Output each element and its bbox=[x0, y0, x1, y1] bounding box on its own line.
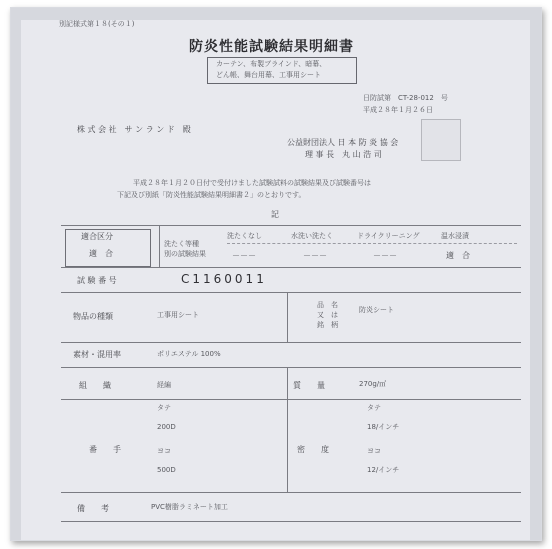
category-value: 適 合 bbox=[89, 249, 113, 258]
table-top-line bbox=[61, 225, 521, 226]
col-dry-clean-label: ドライクリーニング bbox=[357, 232, 420, 240]
test-number-value: C1160011 bbox=[181, 272, 267, 286]
yarn-warp-value: 200D bbox=[157, 423, 176, 431]
weave-divider bbox=[287, 367, 288, 399]
col-dry-clean-value: －－－ bbox=[373, 251, 397, 260]
seal-stamp bbox=[421, 119, 461, 161]
brand-label-1: 品 名 bbox=[317, 301, 338, 309]
category-divider bbox=[159, 225, 160, 267]
material-label: 素材・混用率 bbox=[73, 350, 121, 359]
table-bottom-line bbox=[61, 521, 521, 522]
mass-label: 質 量 bbox=[293, 381, 325, 390]
remarks-label: 備 考 bbox=[77, 504, 109, 513]
document-title: 防炎性能試験結果明細書 bbox=[189, 39, 354, 55]
yarn-weft-value: 500D bbox=[157, 466, 176, 474]
body-text-line-1: 平成２８年１月２０日付で受付けました試験試料の試験結果及び試験番号は bbox=[133, 179, 371, 187]
density-warp-value: 18/インチ bbox=[367, 423, 400, 431]
col-hot-water-label: 温水浸漬 bbox=[441, 232, 469, 240]
density-label: 密 度 bbox=[297, 445, 329, 454]
col-no-wash-value: －－－ bbox=[232, 251, 256, 260]
density-warp-label: タテ bbox=[367, 404, 381, 412]
yarn-weft-label: ヨコ bbox=[157, 447, 171, 455]
col-water-wash-value: －－－ bbox=[303, 251, 327, 260]
row-line-4 bbox=[61, 367, 521, 368]
treatment-label-2: 別の試験結果 bbox=[164, 250, 206, 258]
test-number-label: 試 験 番 号 bbox=[77, 276, 117, 285]
body-text-line-2: 下記及び別紙「防炎性能試験結果明細書２」のとおりです。 bbox=[117, 191, 306, 199]
issuer-chair: 理 事 長 丸 山 浩 司 bbox=[305, 150, 382, 159]
row-line-6 bbox=[61, 492, 521, 493]
brand-value: 防炎シート bbox=[359, 306, 394, 314]
density-weft-value: 12/インチ bbox=[367, 466, 400, 474]
yarn-label: 番 手 bbox=[89, 445, 121, 454]
row-line-1 bbox=[61, 267, 521, 268]
product-type-label: 物品の種類 bbox=[73, 312, 113, 321]
product-type-value: 工事用シート bbox=[157, 311, 199, 319]
addressee: 株 式 会 社 サ ン ラ ン ド 殿 bbox=[77, 125, 191, 134]
remarks-value: PVC樹脂ラミネート加工 bbox=[151, 503, 228, 511]
weave-label: 組 織 bbox=[79, 381, 111, 390]
issuer-org: 公益財団法人 日 本 防 炎 協 会 bbox=[287, 138, 399, 147]
photo-frame bbox=[10, 7, 542, 541]
row-line-2 bbox=[61, 292, 521, 293]
col-no-wash-label: 洗たくなし bbox=[227, 232, 262, 240]
subtitle-line-1: カーテン、布製ブラインド、暗幕、 bbox=[216, 60, 327, 68]
category-label: 適合区分 bbox=[81, 232, 113, 241]
form-reference: 別記様式第１８(その１) bbox=[59, 20, 135, 28]
col-hot-water-value: 適 合 bbox=[446, 251, 470, 260]
issue-date: 平成２８年１月２６日 bbox=[363, 106, 433, 114]
document-sheet bbox=[21, 20, 530, 540]
weave-value: 経編 bbox=[157, 381, 171, 389]
issue-number: 日防試第 CT-28-012 号 bbox=[363, 94, 448, 102]
subtitle-line-2: どん帳、舞台用幕、工事用シート bbox=[216, 71, 321, 79]
brand-label-3: 銘 柄 bbox=[317, 321, 338, 329]
yarn-divider bbox=[287, 399, 288, 492]
row-line-5 bbox=[61, 399, 521, 400]
row-line-3 bbox=[61, 342, 521, 343]
col-water-wash-label: 水洗い洗たく bbox=[291, 232, 333, 240]
treatment-label-1: 洗たく等種 bbox=[164, 240, 199, 248]
mass-value: 270g/㎡ bbox=[359, 380, 387, 388]
material-value: ポリエステル 100% bbox=[157, 350, 221, 358]
yarn-warp-label: タテ bbox=[157, 404, 171, 412]
density-weft-label: ヨコ bbox=[367, 447, 381, 455]
product-divider bbox=[287, 292, 288, 342]
ki-marker: 記 bbox=[271, 210, 279, 219]
brand-label-2: 又 は bbox=[317, 311, 338, 319]
column-dash-line bbox=[227, 243, 517, 244]
